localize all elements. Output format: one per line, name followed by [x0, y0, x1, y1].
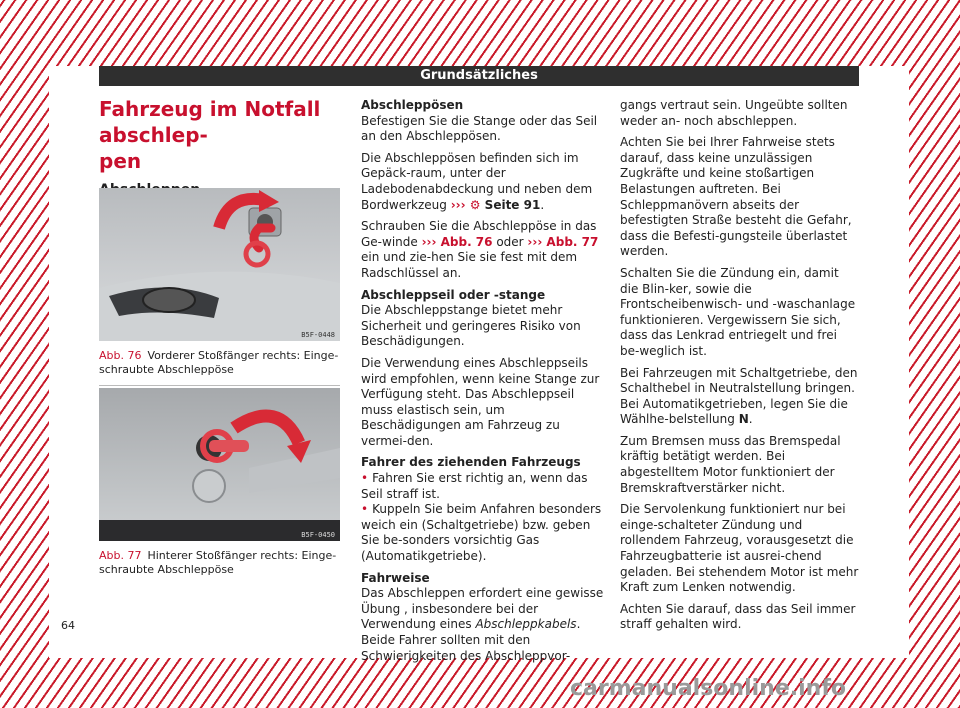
- paragraph: Die Servolenkung funktioniert nur bei einge-schalteter Zündung und rollendem Fahrzeug, vorausgesetzt die Fahrzeugbatterie ist ausrei-chend geladen. Bei stehendem Motor ist mehr Kraft zum Lenken notwendig.: [620, 502, 859, 595]
- paragraph: Schalten Sie die Zündung ein, damit die Blin-ker, sowie die Frontscheibenwisch- und -waschanlage funktionieren. Vergewissern Sie sich, dass das Lenkrad entriegelt und frei be-weglich ist.: [620, 265, 856, 358]
- heading-abschleppseil: Abschleppseil oder -stange: [361, 287, 546, 302]
- abb-76-link[interactable]: ››› Abb. 76: [421, 234, 493, 249]
- bullet-icon: •: [361, 471, 369, 486]
- paragraph: Schrauben Sie die Abschleppöse in das Ge-winde ››› Abb. 76 oder ››› Abb. 77 ein und zie-hen Sie sie fest mit dem Radschlüssel an.: [361, 219, 599, 280]
- paragraph: Achten Sie bei Ihrer Fahrweise stets darauf, dass keine unzulässigen Zugkräfte und keine stoßartigen Belastungen auftreten. Bei Schleppmanövern abseits der befestigten Straße besteht die Gefahr, dass die Befesti-gungsteile überlastet werden.: [620, 135, 852, 259]
- middle-column: [361, 98, 606, 670]
- figure-77-caption-line1: Hinterer Stoßfänger rechts: Einge-: [147, 549, 337, 562]
- paragraph: Achten Sie darauf, dass das Seil immer straff gehalten wird.: [620, 601, 856, 632]
- paragraph: Befestigen Sie die Stange oder das Seil an den Abschleppösen.: [361, 113, 598, 144]
- figure-76-caption: [99, 349, 340, 377]
- page-number: 64: [61, 619, 75, 632]
- bullet-item: • Fahren Sie erst richtig an, wenn das Seil straff ist.: [361, 471, 588, 501]
- heading-fahrer: Fahrer des ziehenden Fahrzeugs: [361, 455, 581, 470]
- figure-77-caption-line2: schraubte Abschleppöse: [99, 563, 234, 576]
- figure-77-code: B5F-0450: [301, 531, 335, 539]
- figure-77-image: [99, 388, 340, 541]
- paragraph: gangs vertraut sein. Ungeübte sollten weder an- noch abschleppen.: [620, 98, 848, 128]
- heading-fahrweise: Fahrweise: [361, 570, 430, 585]
- bullet-icon: •: [361, 502, 369, 517]
- figure-76-label: Abb. 76: [99, 349, 142, 362]
- figure-76-caption-line1: Vorderer Stoßfänger rechts: Einge-: [147, 349, 339, 362]
- figure-77-label: Abb. 77: [99, 549, 142, 562]
- figure-divider: [99, 385, 340, 386]
- paragraph: Die Abschleppstange bietet mehr Sicherheit und geringeres Risiko von Beschädigungen.: [361, 303, 581, 349]
- figure-76-code: B5F-0448: [301, 331, 335, 339]
- paragraph: Bei Fahrzeugen mit Schaltgetriebe, den Schalthebel in Neutralstellung bringen. Bei Automatikgetrieben, legen Sie die Wählhe-belstellung N.: [620, 365, 858, 427]
- abb-77-link[interactable]: ››› Abb. 77: [527, 234, 599, 249]
- figure-76-image: [99, 188, 340, 341]
- paragraph: Die Verwendung eines Abschleppseils wird empfohlen, wenn keine Stange zur Verfügung steht. Das Abschleppseil muss elastisch sein, um Beschädigungen am Fahrzeug zu vermei-den.: [361, 355, 600, 448]
- cross-reference-link[interactable]: ››› ⚙ Seite 91: [450, 197, 541, 212]
- paragraph: Das Abschleppen erfordert eine gewisse Übung , insbesondere bei der Verwendung eines Abschleppkabels. Beide Fahrer sollten mit den Schwierigkeiten des Abschleppvor-: [361, 586, 604, 663]
- heading-abschleppoesen: Abschleppösen: [361, 98, 464, 112]
- paragraph: Zum Bremsen muss das Bremspedal kräftig betätigt werden. Bei abgestelltem Motor funktioniert der Bremskraftverstärker nicht.: [620, 433, 841, 495]
- figure-76-caption-line2: schraubte Abschleppöse: [99, 363, 234, 376]
- paragraph: Die Abschleppösen befinden sich im Gepäck-raum, unter der Ladebodenabdeckung und neben dem Bordwerkzeug ››› ⚙ Seite 91.: [361, 150, 593, 212]
- tools-icon: ⚙: [469, 197, 481, 212]
- figure-77-caption: [99, 549, 340, 577]
- title-line-1: Fahrzeug im Notfall abschlep-: [99, 97, 321, 147]
- right-column: [620, 98, 860, 639]
- bullet-item: • Kuppeln Sie beim Anfahren besonders weich ein (Schaltgetriebe) bzw. geben Sie be-sonders vorsichtig Gas (Automatikgetriebe).: [361, 502, 602, 564]
- title-line-2: pen: [99, 149, 142, 173]
- section-header: Grundsätzliches: [99, 66, 859, 86]
- watermark: carmanualsonline.info: [570, 676, 846, 701]
- page-title: [99, 96, 340, 174]
